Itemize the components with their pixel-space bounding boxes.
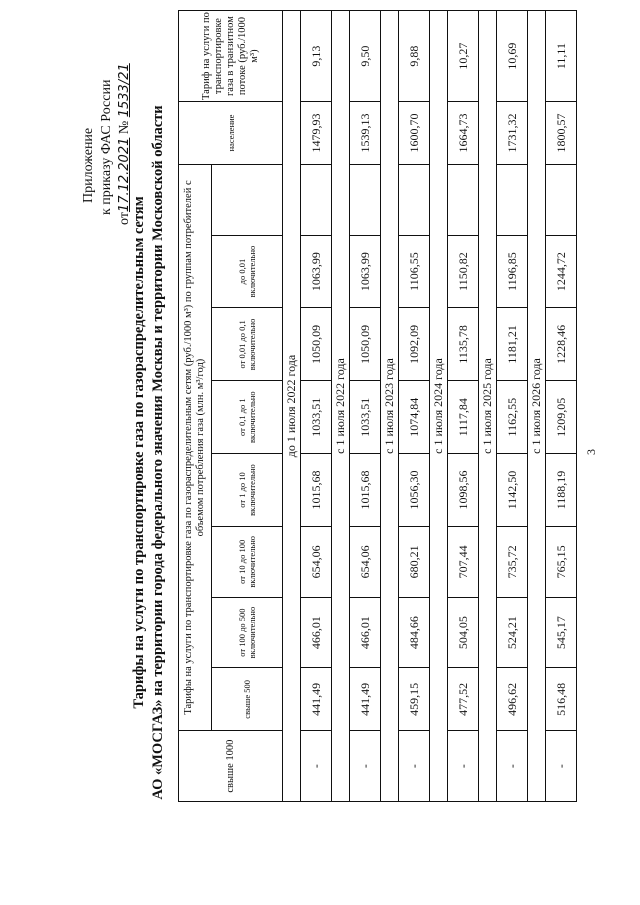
table-cell: 680,21 [399,526,430,597]
table-cell: 441,49 [301,668,332,731]
table-row: - 459,15 484,66 680,21 1056,30 1074,84 1092,09 1106,55 1600,70 9,88 [399,11,430,802]
table-cell: - [546,731,577,802]
col-header-1000: свыше 1000 [179,731,283,802]
table-cell: 1050,09 [350,308,381,381]
table-cell: - [301,731,332,802]
handwritten-number: 1533/21 [117,63,132,118]
table-cell: 1015,68 [350,454,381,527]
col-header-0-01: до 0,01 включительно [212,235,283,308]
table-cell: 654,06 [350,526,381,597]
table-cell: 1098,56 [448,454,479,527]
table-cell-spacer [399,164,430,235]
table-cell: 1033,51 [301,381,332,454]
table-cell: 484,66 [399,597,430,668]
table-cell: 459,15 [399,668,430,731]
period-row [528,11,546,802]
date-prefix: от [117,212,132,225]
col-header-0-01-0-1: от 0,01 до 0,1 включительно [212,308,283,381]
heading-line-2: АО «МОСГАЗ» на территории города федерального значения Москвы и территории Московской области [150,105,166,800]
period-row [479,11,497,802]
period-label: с 1 июля 2022 года [332,11,350,802]
col-header-blank [212,164,283,235]
table-cell: 735,72 [497,526,528,597]
table-cell: 1063,99 [301,235,332,308]
table-cell: - [448,731,479,802]
table-cell: 1731,32 [497,102,528,165]
table-cell: 1074,84 [399,381,430,454]
tariff-table [178,10,577,802]
table-cell: 477,52 [448,668,479,731]
table-cell-spacer [301,164,332,235]
table-cell: 1056,30 [399,454,430,527]
period-label: с 1 июля 2026 года [528,11,546,802]
table-cell: - [497,731,528,802]
period-label: с 1 июля 2025 года [479,11,497,802]
document-heading [130,0,168,905]
appendix-order-ref: к приказу ФАС России [99,79,114,215]
table-cell: 504,05 [448,597,479,668]
col-header-10-100: от 10 до 100 включительно [212,526,283,597]
table-cell: 1142,50 [497,454,528,527]
table-cell: 1600,70 [399,102,430,165]
col-header-0-1-1: от 0,1 до 1 включительно [212,381,283,454]
heading-line-1: Тарифы на услуги по транспортировке газа по газораспределительным сетям [131,196,147,709]
table-cell: 545,17 [546,597,577,668]
table-row: - 516,48 545,17 765,15 1188,19 1209,05 1228,46 1244,72 1800,57 11,11 [546,11,577,802]
table-cell: 1539,13 [350,102,381,165]
col-header-100-500: от 100 до 500 включительно [212,597,283,668]
col-header-500: свыше 500 [212,668,283,731]
table-cell: 1015,68 [301,454,332,527]
table-cell: 466,01 [301,597,332,668]
table-cell: 1664,73 [448,102,479,165]
period-row [332,11,350,802]
table-cell: 765,15 [546,526,577,597]
table-cell: 1209,05 [546,381,577,454]
table-cell: - [399,731,430,802]
table-cell: 1188,19 [546,454,577,527]
period-row [283,11,301,802]
table-cell: - [350,731,381,802]
table-cell-spacer [448,164,479,235]
page-number: 3 [584,449,598,455]
table-cell-spacer [350,164,381,235]
period-row [381,11,399,802]
table-cell: 496,62 [497,668,528,731]
table-cell: 441,49 [350,668,381,731]
table-cell: 524,21 [497,597,528,668]
table-cell: 1800,57 [546,102,577,165]
period-row [430,11,448,802]
table-cell: 516,48 [546,668,577,731]
table-cell: 1228,46 [546,308,577,381]
table-cell: 1033,51 [350,381,381,454]
table-cell: 1244,72 [546,235,577,308]
table-cell-spacer [546,164,577,235]
table-cell-spacer [497,164,528,235]
table-cell: 1150,82 [448,235,479,308]
group-header: Тарифы на услуги по транспортировке газа по газораспределительным сетям (руб./1000 м³) по группам потребителей с объемом потребления газа (млн. м³/год) [179,164,212,730]
table-cell: 1181,21 [497,308,528,381]
number-prefix: № [117,120,132,135]
appendix-title: Приложение [81,127,96,203]
handwritten-date: 17.12.2021 [117,137,132,213]
table-cell: 1196,85 [497,235,528,308]
table-row: - 496,62 524,21 735,72 1142,50 1162,55 1181,21 1196,85 1731,32 10,69 [497,11,528,802]
table-cell: 1050,09 [301,308,332,381]
table-cell: 654,06 [301,526,332,597]
table-cell: 1063,99 [350,235,381,308]
col-header-1-10: от 1 до 10 включительно [212,454,283,527]
table-row: - 477,52 504,05 707,44 1098,56 1117,84 1135,78 1150,82 1664,73 10,27 [448,11,479,802]
table-cell: 1117,84 [448,381,479,454]
period-label: с 1 июля 2023 года [381,11,399,802]
table-cell: 1135,78 [448,308,479,381]
col-header-population: население [179,102,283,165]
table-cell: 1106,55 [399,235,430,308]
period-label: с 1 июля 2024 года [430,11,448,802]
period-label: до 1 июля 2022 года [283,11,301,802]
table-cell: 707,44 [448,526,479,597]
table-row: - 441,49 466,01 654,06 1015,68 1033,51 1050,09 1063,99 1539,13 9,50 [350,11,381,802]
table-cell: 1479,93 [301,102,332,165]
table-header-row [179,11,212,802]
transit-header: Тариф на услуги по транспортировке газа в транзитном потоке (руб./1000 м³) [179,11,283,102]
appendix-block [80,5,134,265]
table-cell: 1162,55 [497,381,528,454]
table-cell: 466,01 [350,597,381,668]
table-row: - 441,49 466,01 654,06 1015,68 1033,51 1050,09 1063,99 1479,93 9,13 [301,11,332,802]
table-cell: 1092,09 [399,308,430,381]
